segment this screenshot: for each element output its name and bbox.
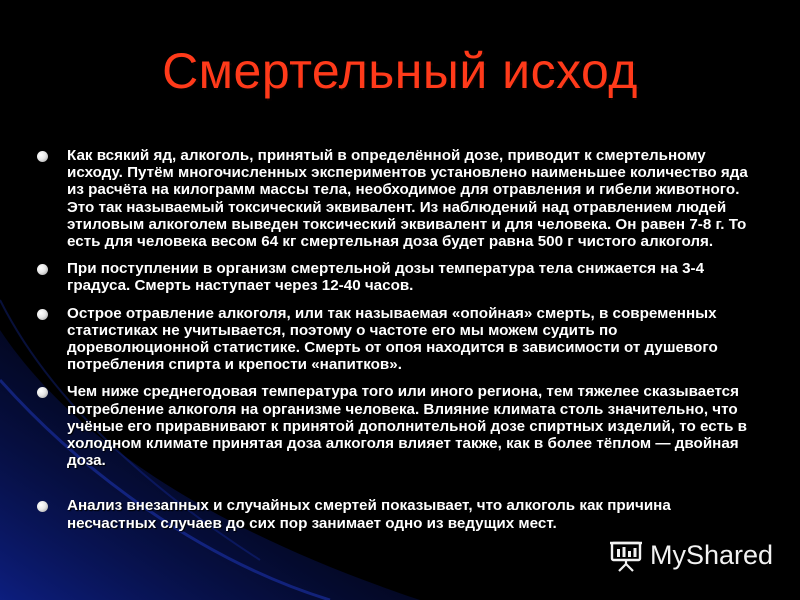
- bullet-text: При поступлении в организм смертельной дозы температура тела снижается на 3-4 градуса. Смерть наступает через 12-40 часов.: [67, 260, 705, 295]
- bullet-dot-icon: [37, 387, 48, 398]
- list-item: [34, 383, 754, 469]
- list-item: [34, 497, 754, 531]
- bullet-text: Чем ниже среднегодовая температура того или иного региона, тем тяжелее сказывается потребление алкоголя на организме человека. Влияние климата столь значительно, что учёные его приравнивают к принятой дополнительной дозе спиртных изделий, то есть в холодном климате принятая доза алкоголя влияет также, как в более тёплом — двойная доза.: [67, 383, 748, 470]
- bullet-text: Анализ внезапных и случайных смертей показывает, что алкоголь как причина несчастных случаев до сих пор занимает одно из ведущих мест.: [67, 497, 671, 532]
- bullet-dot-icon: [37, 309, 48, 320]
- bullet-list: [34, 147, 754, 542]
- list-item: [34, 260, 754, 294]
- bullet-text: Острое отравление алкоголя, или так называемая «опойная» смерть, в современных статистиках не учитывается, поэтому о частоте его мы можем судить по дореволюционной статистике. Смерть от опоя находится в зависимости от душевого потребления спирта и крепости «напитков».: [67, 304, 718, 374]
- bullet-dot-icon: [37, 501, 48, 512]
- watermark-text: MyShared: [650, 539, 774, 570]
- list-item: [34, 305, 754, 374]
- bullet-dot-icon: [37, 151, 48, 162]
- presentation-board-icon: [608, 537, 644, 573]
- myshared-watermark[interactable]: [608, 537, 773, 573]
- slide-title: Смертельный исход: [162, 43, 638, 99]
- bullet-dot-icon: [37, 264, 48, 275]
- list-item: [34, 147, 754, 250]
- bullet-text: Как всякий яд, алкоголь, принятый в определённой дозе, приводит к смертельному исходу. Путём многочисленных экспериментов установлено наименьшее количество яда из расчёта на килограмм массы тела, необходимое для отравления и гибели животного. Это так называемый токсический эквивалент. Из наблюдений над отравлением людей этиловым алкоголем выведен токсический эквивалент и для человека. Он равен 7-8 г. То есть для человека весом 64 кг смертельная доза будет равна 500 г чистого алкоголя.: [67, 147, 748, 251]
